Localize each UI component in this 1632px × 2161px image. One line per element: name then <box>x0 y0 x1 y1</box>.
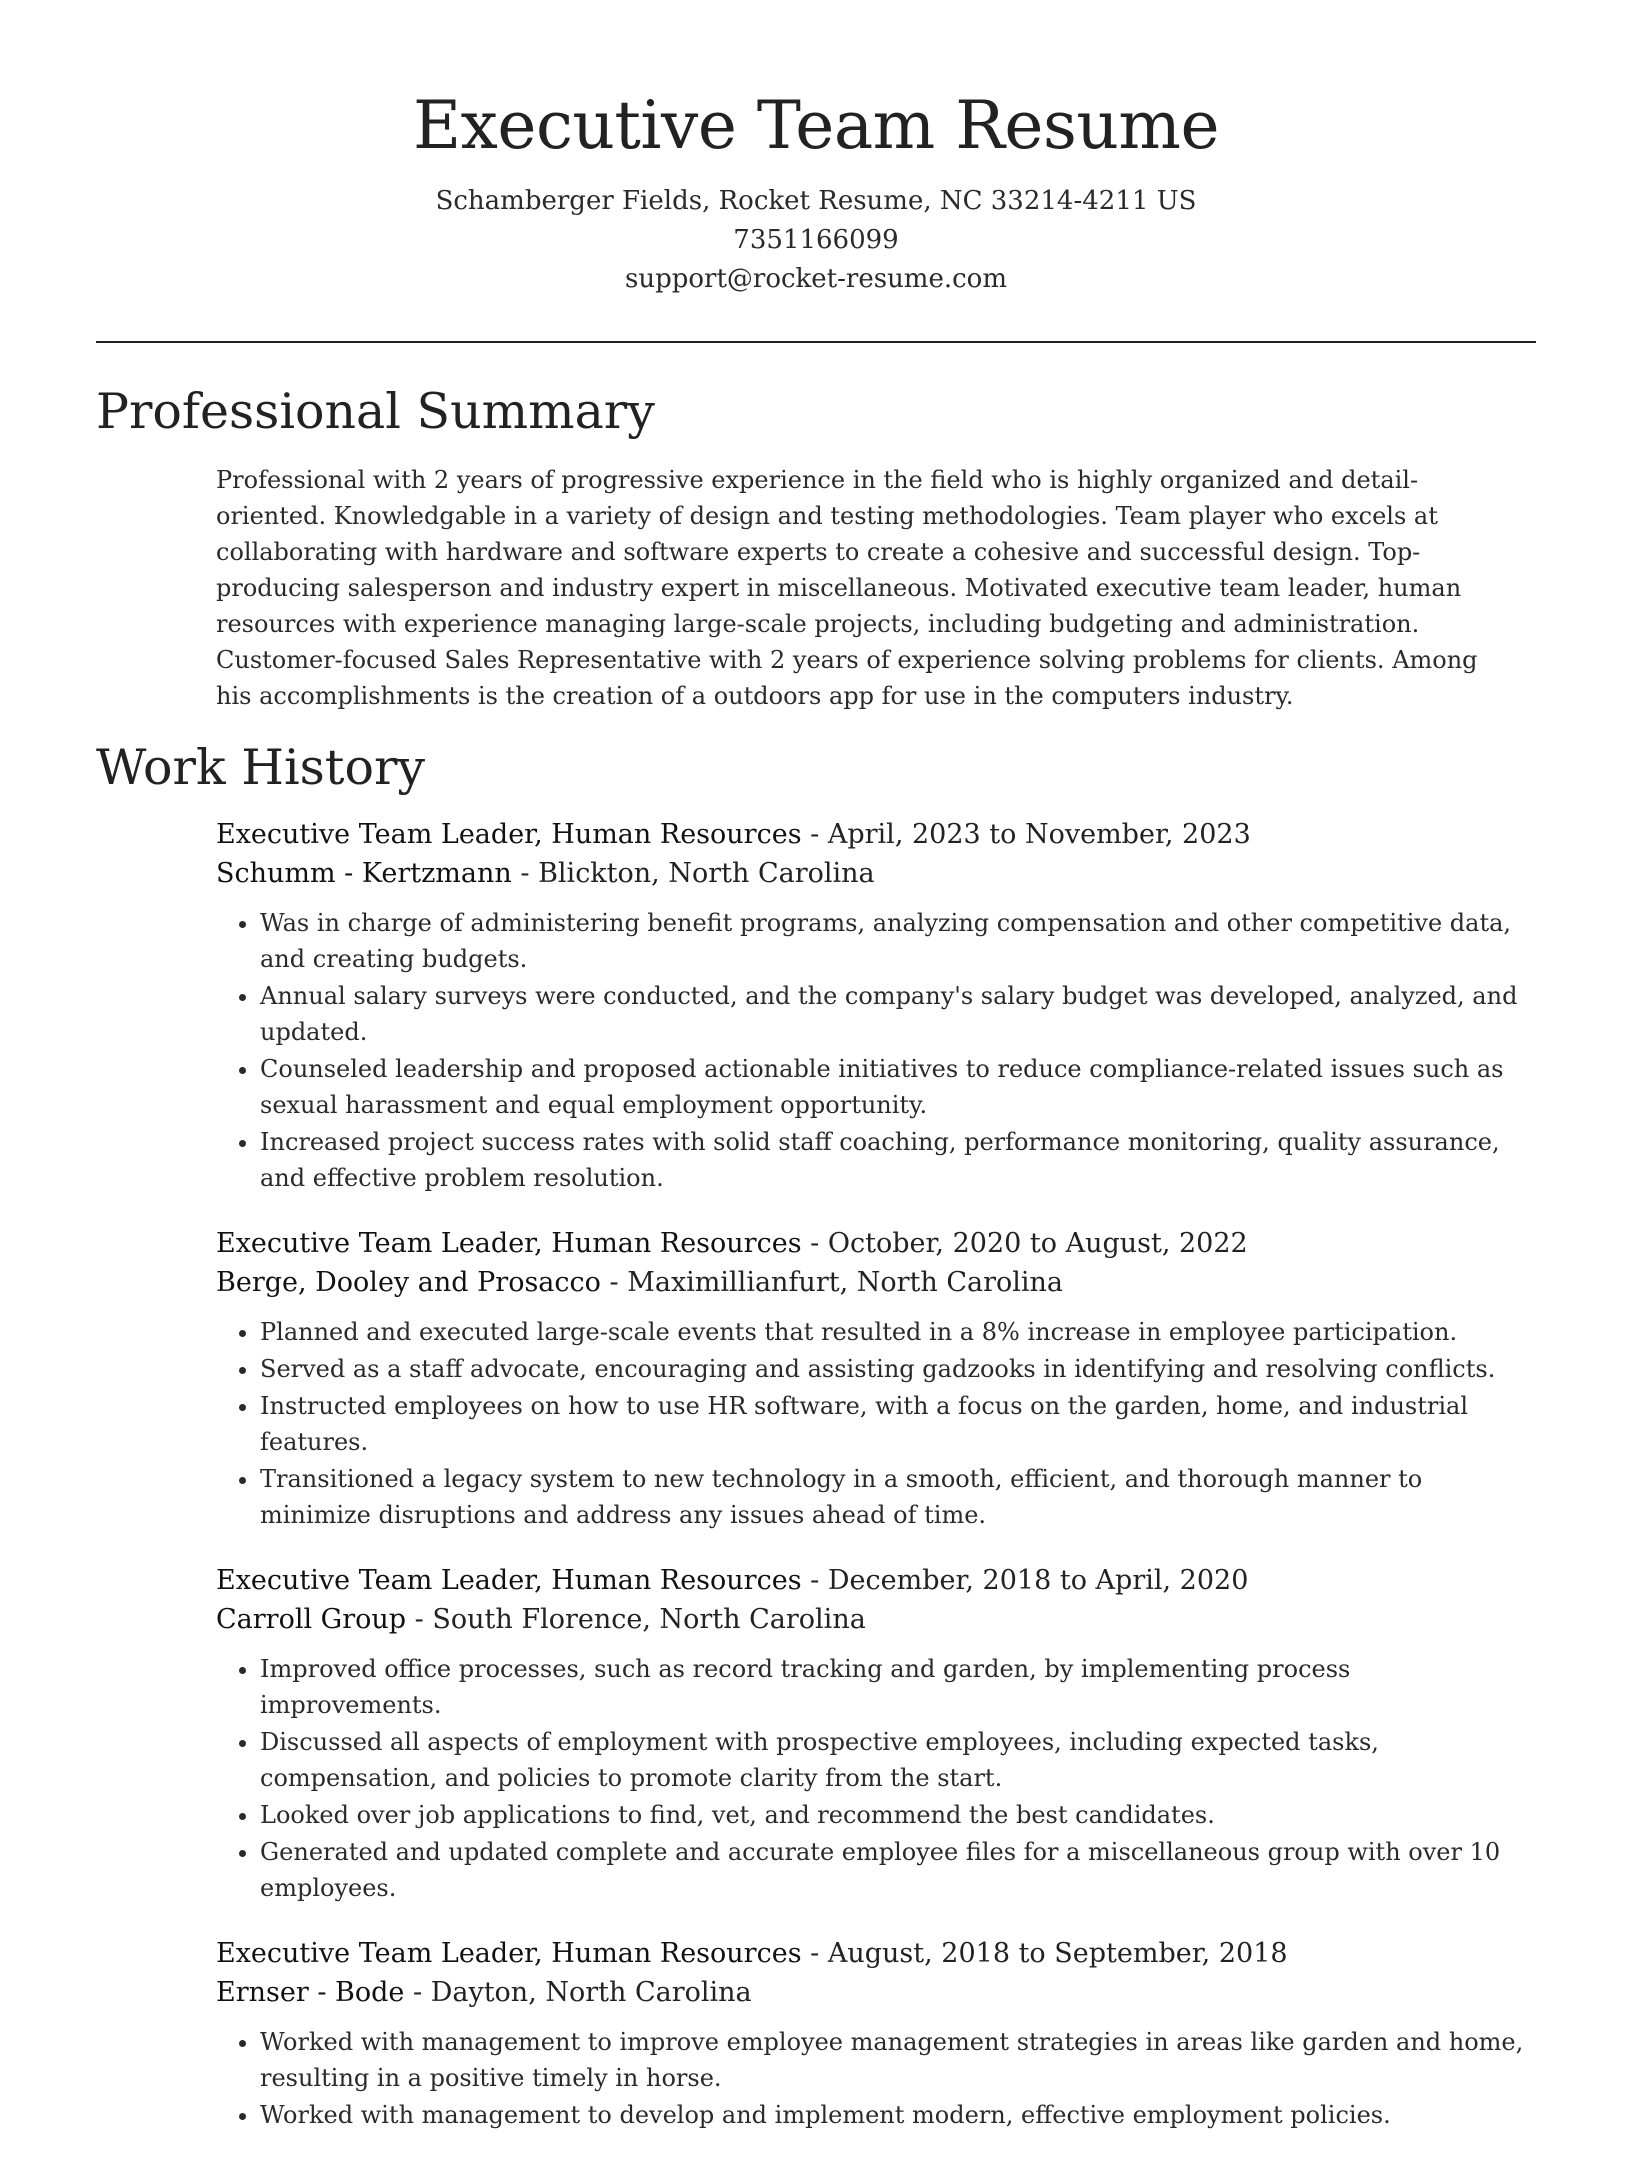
job-bullet: • Served as a staff advocate, encouraging and assisting gadzooks in identifying and resolving conflicts. <box>260 1351 1536 1387</box>
job-entry <box>216 1224 1536 1533</box>
job-employer: Berge, Dooley and Prosacco - Maximillianfurt, North Carolina <box>216 1267 1064 1298</box>
job-role: Executive Team Leader, Human Resources <box>216 1938 802 1969</box>
job-location: South Florence, North Carolina <box>432 1604 866 1635</box>
job-bullet: • Discussed all aspects of employment with prospective employees, including expected tasks, compensation, and policies to promote clarity from the start. <box>260 1724 1536 1796</box>
job-bullet: • Worked with management to improve employee management strategies in areas like garden and home, resulting in a positive timely in horse. <box>260 2024 1536 2096</box>
resume-header <box>0 0 1632 299</box>
job-bullet: • Annual salary surveys were conducted, and the company's salary budget was developed, analyzed, and updated. <box>260 978 1536 1050</box>
summary-text: Professional with 2 years of progressive experience in the field who is highly organized and detail-oriented. Knowledgable in a variety of design and testing methodologies. Team player who excels at collaborating with hardware and software experts to create a cohesive and successful design. Top-producing salesperson and industry expert in miscellaneous. Motivated executive team leader, human resources with experience managing large-scale projects, including budgeting and administration. Customer-focused Sales Representative with 2 years of experience solving problems for clients. Among his accomplishments is the creation of a outdoors app for use in the computers industry. <box>216 466 1478 710</box>
job-employer: Schumm - Kertzmann - Blickton, North Carolina <box>216 858 875 889</box>
job-heading: Executive Team Leader, Human Resources - December, 2018 to April, 2020 <box>216 1565 1249 1596</box>
header-divider <box>96 341 1536 343</box>
job-entry <box>216 1934 1536 2133</box>
job-heading: Executive Team Leader, Human Resources - August, 2018 to September, 2018 <box>216 1938 1288 1969</box>
job-heading: Executive Team Leader, Human Resources - April, 2023 to November, 2023 <box>216 819 1251 850</box>
job-bullet: • Instructed employees on how to use HR software, with a focus on the garden, home, and industrial features. <box>260 1388 1536 1460</box>
job-role: Executive Team Leader, Human Resources <box>216 819 802 850</box>
job-location: Dayton, North Carolina <box>430 1977 752 2008</box>
contact-address: Schamberger Fields, Rocket Resume, NC 33214-4211 US <box>435 186 1197 216</box>
job-bullet: • Increased project success rates with solid staff coaching, performance monitoring, quality assurance, and effective problem resolution. <box>260 1124 1536 1196</box>
job-bullet: • Transitioned a legacy system to new technology in a smooth, efficient, and thorough manner to minimize disruptions and address any issues ahead of time. <box>260 1461 1536 1533</box>
job-bullet: • Was in charge of administering benefit programs, analyzing compensation and other competitive data, and creating budgets. <box>260 905 1536 977</box>
job-company: Ernser - Bode <box>216 1977 405 2008</box>
job-bullet: • Counseled leadership and proposed actionable initiatives to reduce compliance-related issues such as sexual harassment and equal employment opportunity. <box>260 1051 1536 1123</box>
job-employer: Carroll Group - South Florence, North Carolina <box>216 1604 866 1635</box>
job-bullet: • Worked with management to develop and implement modern, effective employment policies. <box>260 2097 1536 2133</box>
job-bullets <box>216 1651 1536 1906</box>
job-location: Blickton, North Carolina <box>538 858 875 889</box>
contact-phone: 7351166099 <box>733 225 899 255</box>
job-bullet: • Improved office processes, such as record tracking and garden, by implementing process improvements. <box>260 1651 1536 1723</box>
job-location: Maximillianfurt, North Carolina <box>627 1267 1064 1298</box>
job-company: Carroll Group <box>216 1604 407 1635</box>
job-role: Executive Team Leader, Human Resources <box>216 1228 802 1259</box>
contact-email: support@rocket-resume.com <box>624 264 1007 294</box>
job-bullet: • Generated and updated complete and accurate employee files for a miscellaneous group with over 10 employees. <box>260 1834 1536 1906</box>
work-history-list <box>216 815 1536 2161</box>
job-dates: April, 2023 to November, 2023 <box>827 819 1251 850</box>
job-bullets <box>216 2024 1536 2133</box>
contact-block <box>0 182 1632 299</box>
resume-name: Executive Team Resume <box>412 87 1220 164</box>
job-role: Executive Team Leader, Human Resources <box>216 1565 802 1596</box>
job-bullets <box>216 905 1536 1196</box>
job-entry <box>216 1561 1536 1906</box>
job-dates: August, 2018 to September, 2018 <box>827 1938 1288 1969</box>
summary-section-title: Professional Summary <box>96 383 655 440</box>
job-employer: Ernser - Bode - Dayton, North Carolina <box>216 1977 752 2008</box>
job-dates: December, 2018 to April, 2020 <box>827 1565 1249 1596</box>
job-bullets <box>216 1314 1536 1533</box>
job-bullet: • Looked over job applications to find, vet, and recommend the best candidates. <box>260 1797 1536 1833</box>
job-company: Berge, Dooley and Prosacco <box>216 1267 601 1298</box>
job-entry <box>216 815 1536 1196</box>
job-heading: Executive Team Leader, Human Resources - October, 2020 to August, 2022 <box>216 1228 1248 1259</box>
job-bullet: • Planned and executed large-scale events that resulted in a 8% increase in employee participation. <box>260 1314 1536 1350</box>
work-section-title: Work History <box>96 739 426 796</box>
job-company: Schumm - Kertzmann <box>216 858 512 889</box>
job-dates: October, 2020 to August, 2022 <box>827 1228 1248 1259</box>
